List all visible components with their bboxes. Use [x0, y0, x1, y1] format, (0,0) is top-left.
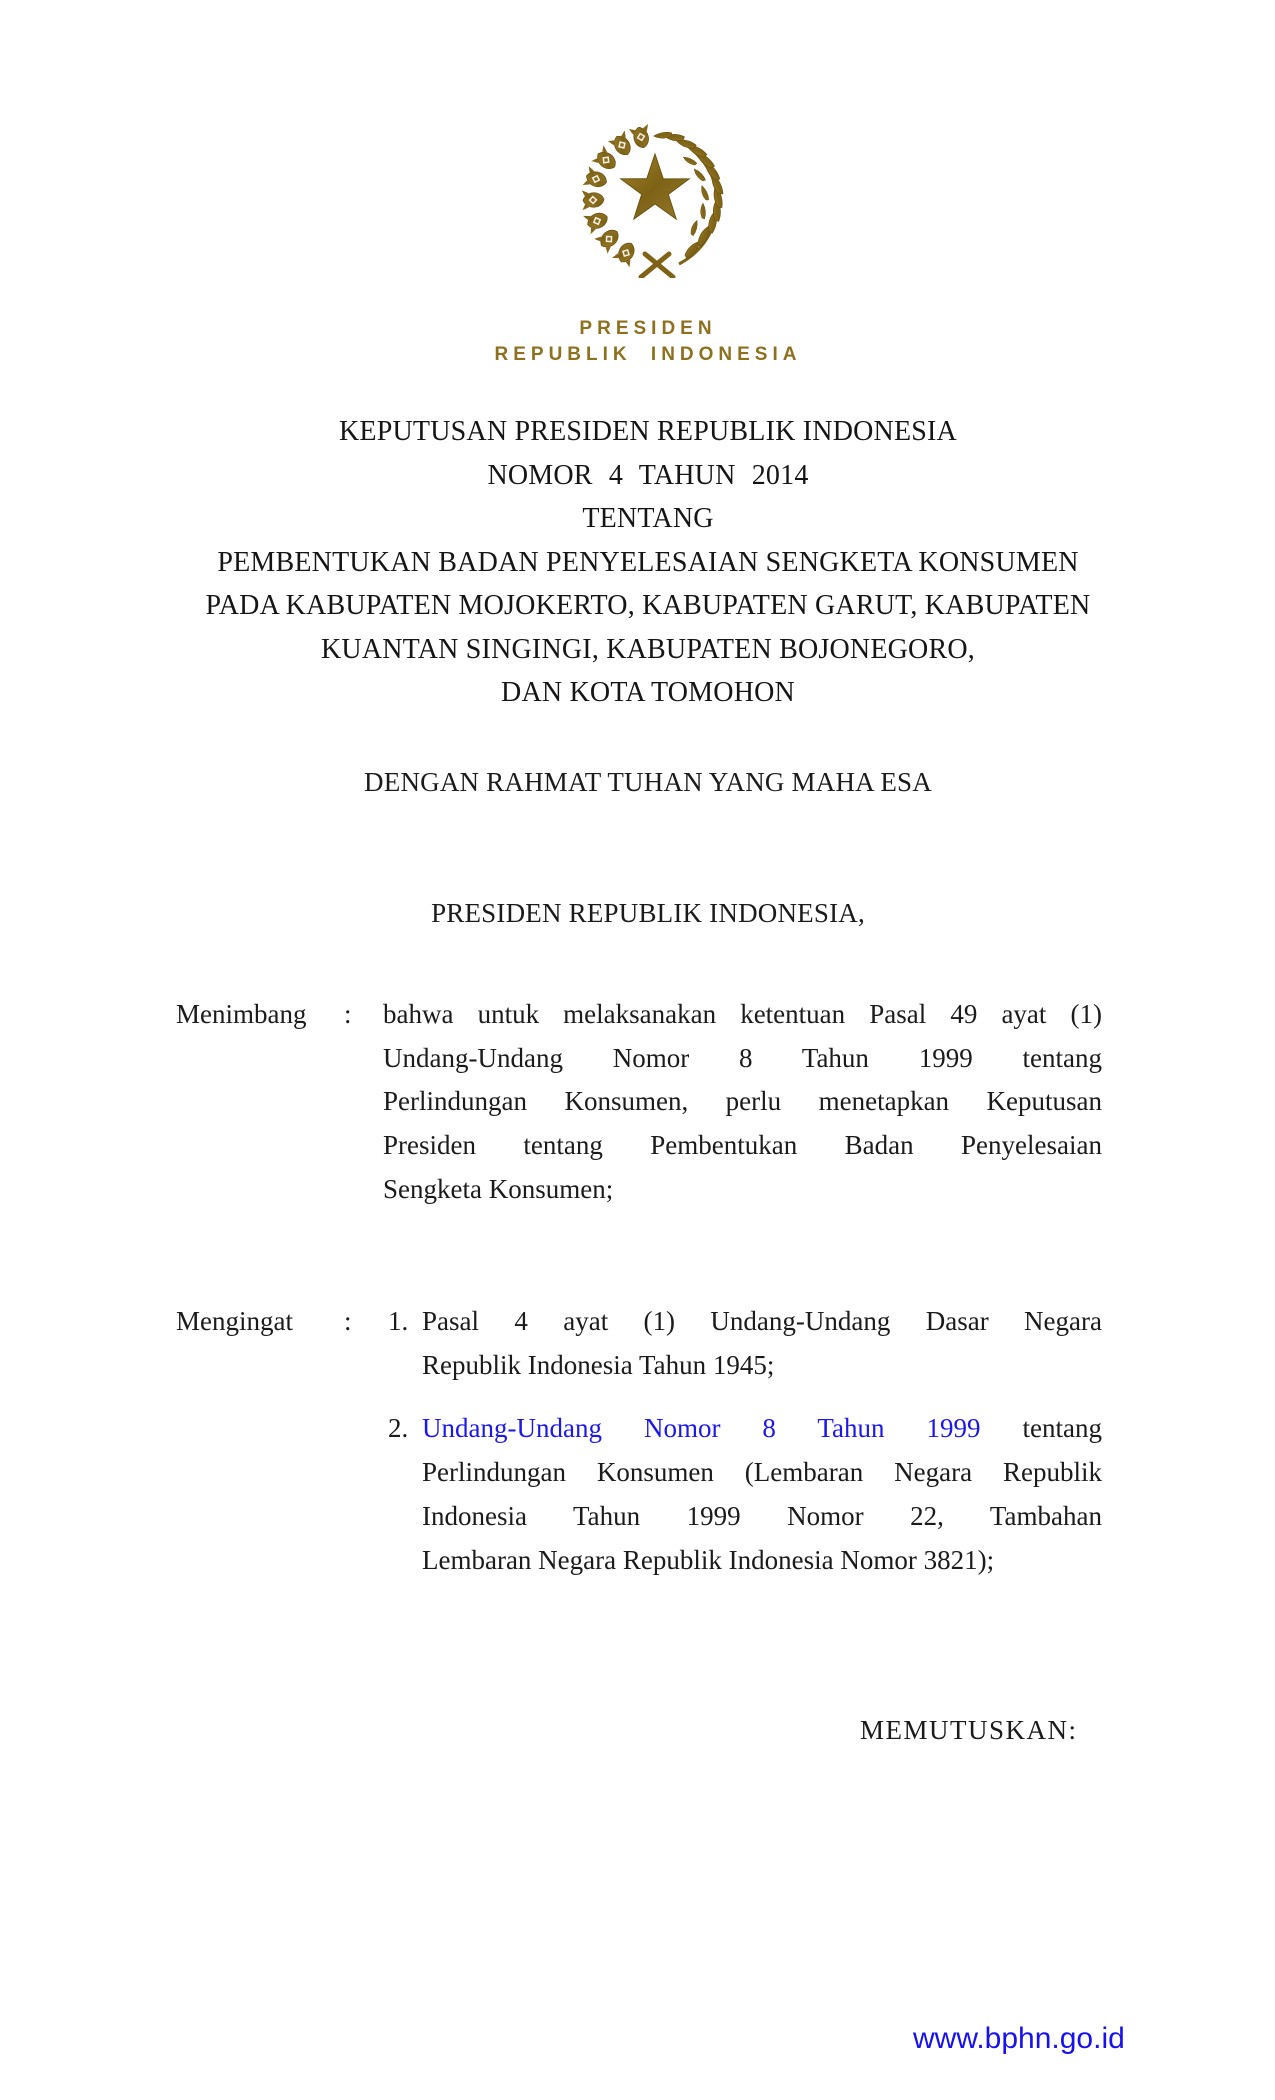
menimbang-line: bahwa untuk melaksanakan ketentuan Pasal 49 ayat (1)	[383, 999, 1102, 1029]
letterhead-presiden: PRESIDEN	[579, 318, 717, 339]
title-line-keputusan: KEPUTUSAN PRESIDEN REPUBLIK INDONESIA	[339, 416, 957, 447]
item-number: 1.	[388, 1306, 409, 1336]
mengingat-item-line: Pasal 4 ayat (1) Undang-Undang Dasar Negara	[422, 1306, 1102, 1336]
menimbang-colon: :	[344, 999, 352, 1029]
title-line-tentang: TENTANG	[582, 503, 714, 534]
menimbang-label: Menimbang	[176, 999, 307, 1029]
list-item	[385, 1407, 1102, 1582]
title-line-subject-3: KUANTAN SINGINGI, KABUPATEN BOJONEGORO,	[321, 633, 975, 665]
menimbang-text	[383, 993, 1102, 1212]
mengingat-items	[385, 1300, 1102, 1582]
invocation-line: DENGAN RAHMAT TUHAN YANG MAHA ESA	[364, 767, 932, 797]
mengingat-colon: :	[344, 1306, 352, 1336]
mengingat-item-line: Republik Indonesia Tahun 1945;	[422, 1349, 775, 1380]
title-line-subject-1: PEMBENTUKAN BADAN PENYELESAIAN SENGKETA KONSUMEN	[217, 546, 1079, 578]
mengingat-item-line: Lembaran Negara Republik Indonesia Nomor 3821);	[422, 1544, 995, 1575]
mengingat-item-line: Indonesia Tahun 1999 Nomor 22, Tambahan	[422, 1500, 1102, 1531]
memutuskan-heading: MEMUTUSKAN:	[860, 1715, 1078, 1745]
mengingat-item-line	[422, 1407, 1102, 1451]
bphn-footer-link[interactable]: www.bphn.go.id	[913, 2022, 1125, 2055]
menimbang-line: Sengketa Konsumen;	[383, 1173, 614, 1204]
item-number: 2.	[388, 1413, 409, 1444]
title-line-subject-2: PADA KABUPATEN MOJOKERTO, KABUPATEN GARUT, KABUPATEN	[205, 590, 1091, 621]
mengingat-item-line: Perlindungan Konsumen (Lembaran Negara Republik	[422, 1457, 1102, 1488]
mengingat-item-line-rest: tentang	[1022, 1413, 1102, 1444]
letterhead	[23, 317, 1273, 366]
presidential-emblem	[567, 120, 743, 278]
title-line-nomor: NOMOR 4 TAHUN 2014	[487, 459, 809, 491]
issuer-line: PRESIDEN REPUBLIK INDONESIA,	[431, 898, 865, 928]
star-icon	[621, 154, 689, 219]
letterhead-republik-indonesia: REPUBLIK INDONESIA	[494, 344, 802, 365]
title-line-subject-4: DAN KOTA TOMOHON	[501, 677, 795, 708]
decree-title	[23, 410, 1273, 715]
list-item	[385, 1300, 1102, 1387]
menimbang-line: Perlindungan Konsumen, perlu menetapkan Keputusan	[383, 1086, 1102, 1117]
menimbang-line: Undang-Undang Nomor 8 Tahun 1999 tentang	[383, 1042, 1102, 1073]
menimbang-line: Presiden tentang Pembentukan Badan Penyelesaian	[383, 1130, 1102, 1161]
gold-star-wreath-emblem	[567, 120, 743, 278]
mengingat-label: Mengingat	[176, 1306, 293, 1336]
law-reference-link[interactable]: Undang-Undang Nomor 8 Tahun 1999	[422, 1413, 981, 1444]
